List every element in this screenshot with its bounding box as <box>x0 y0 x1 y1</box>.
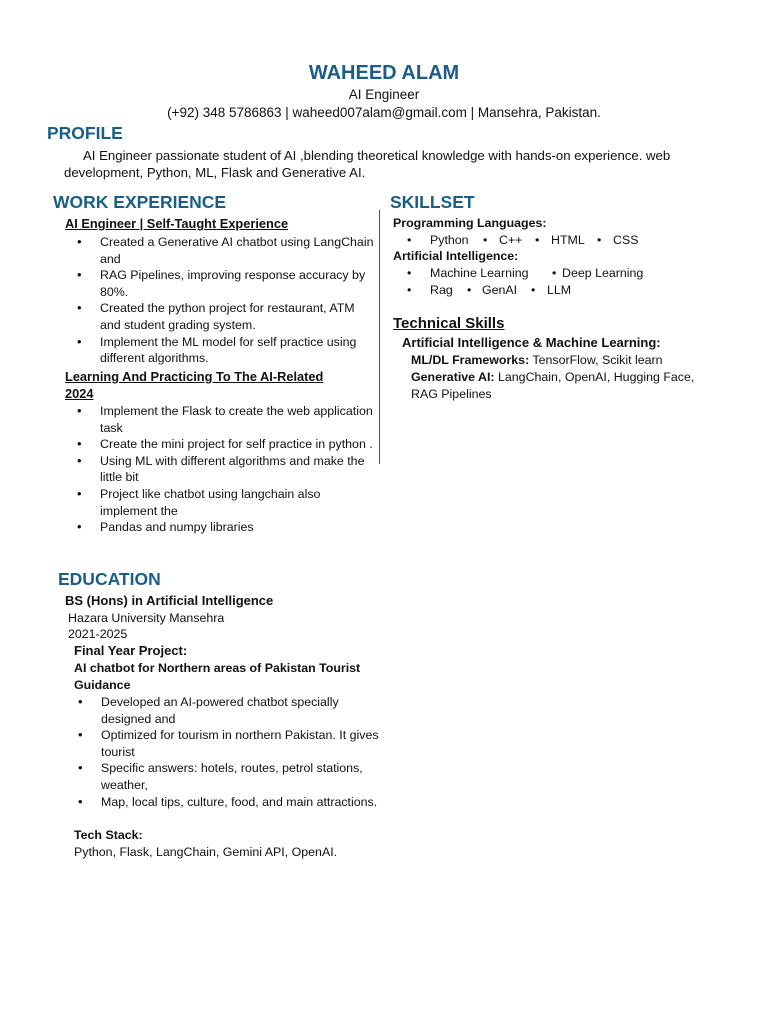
skill-item: CSS <box>613 233 639 247</box>
job-bullet: • Implement the Flask to create the web application task <box>66 403 378 436</box>
technical-skills-heading: Technical Skills <box>393 315 505 332</box>
tech-stack-label: Tech Stack: <box>74 828 143 842</box>
bullet-icon: • <box>597 233 602 247</box>
skill-item: Rag <box>430 283 453 297</box>
final-project-title: AI chatbot for Northern areas of Pakistan Tourist Guidance <box>74 661 361 692</box>
job-bullet: • Pandas and numpy libraries <box>66 519 378 536</box>
technical-skills-subheading: Artificial Intelligence & Machine Learning: <box>402 335 661 350</box>
artificial-intelligence-label: Artificial Intelligence: <box>393 249 519 263</box>
skill-item: GenAI <box>482 283 518 297</box>
column-divider <box>379 210 380 464</box>
project-bullet: • Map, local tips, culture, food, and main attractions. <box>67 794 382 811</box>
project-bullet: • Developed an AI-powered chatbot specially designed and <box>67 694 382 727</box>
job-role: AI Engineer <box>348 87 420 102</box>
job-bullet: • Implement the ML model for self practice using different algorithms. <box>66 334 378 367</box>
tech-stack-value: Python, Flask, LangChain, Gemini API, OpenAI. <box>74 845 338 859</box>
job-bullet-list <box>66 403 378 536</box>
ml-frameworks-label: ML/DL Frameworks: <box>411 353 530 367</box>
project-bullet: • Optimized for tourism in northern Pakistan. It gives tourist <box>67 727 382 760</box>
degree-title: BS (Hons) in Artificial Intelligence <box>65 593 274 608</box>
bullet-icon: • <box>535 233 540 247</box>
skill-item: C++ <box>499 233 523 247</box>
job-bullet: • Using ML with different algorithms and make the little bit <box>66 453 378 486</box>
project-bullet: • Specific answers: hotels, routes, petrol stations, weather, <box>67 760 382 793</box>
skill-item: Machine Learning <box>430 266 529 280</box>
job-bullet: • Created a Generative AI chatbot using LangChain and <box>66 234 378 267</box>
skillset-heading: SKILLSET <box>390 192 475 212</box>
ml-frameworks-value: TensorFlow, Scikit learn <box>529 353 663 367</box>
skill-item: HTML <box>551 233 585 247</box>
job-bullet: • Create the mini project for self practice in python . <box>66 436 378 453</box>
generative-ai-label: Generative AI: <box>411 370 495 384</box>
job-bullet: • RAG Pipelines, improving response accuracy by 80%. <box>66 267 378 300</box>
bullet-icon: • <box>483 233 488 247</box>
bullet-icon: • <box>531 283 536 297</box>
final-project-label: Final Year Project: <box>74 643 188 658</box>
skill-item: Deep Learning <box>562 266 644 280</box>
job-title: Learning And Practicing To The AI-Related 2024 <box>65 369 324 401</box>
job-bullet-list <box>66 234 378 367</box>
bullet-icon: • <box>407 233 412 247</box>
work-experience-heading: WORK EXPERIENCE <box>53 192 227 212</box>
ml-frameworks <box>411 352 711 369</box>
study-years: 2021-2025 <box>68 627 128 641</box>
job-title: AI Engineer | Self-Taught Experience <box>65 216 289 231</box>
candidate-name: WAHEED ALAM <box>308 62 460 84</box>
bullet-icon: • <box>552 266 557 280</box>
education-heading: EDUCATION <box>58 569 161 589</box>
contact-info: (+92) 348 5786863 | waheed007alam@gmail.com | Mansehra, Pakistan. <box>167 105 601 120</box>
generative-ai-value: LangChain, OpenAI, Hugging Face, RAG Pipelines <box>411 370 695 401</box>
profile-summary: AI Engineer passionate student of AI ,blending theoretical knowledge with hands-on experience. web development, Python, ML, Flask and Generative AI. <box>64 148 671 180</box>
bullet-icon: • <box>467 283 472 297</box>
job-bullet: • Project like chatbot using langchain also implement the <box>66 486 378 519</box>
profile-heading: PROFILE <box>47 123 123 143</box>
bullet-icon: • <box>407 266 412 280</box>
programming-languages-label: Programming Languages: <box>393 216 547 230</box>
generative-ai-tools <box>411 369 701 402</box>
skill-item: Python <box>430 233 469 247</box>
university-name: Hazara University Mansehra <box>68 611 225 625</box>
skill-item: LLM <box>547 283 572 297</box>
project-bullet-list <box>67 694 382 810</box>
bullet-icon: • <box>407 283 412 297</box>
job-bullet: • Created the python project for restaurant, ATM and student grading system. <box>66 300 378 333</box>
